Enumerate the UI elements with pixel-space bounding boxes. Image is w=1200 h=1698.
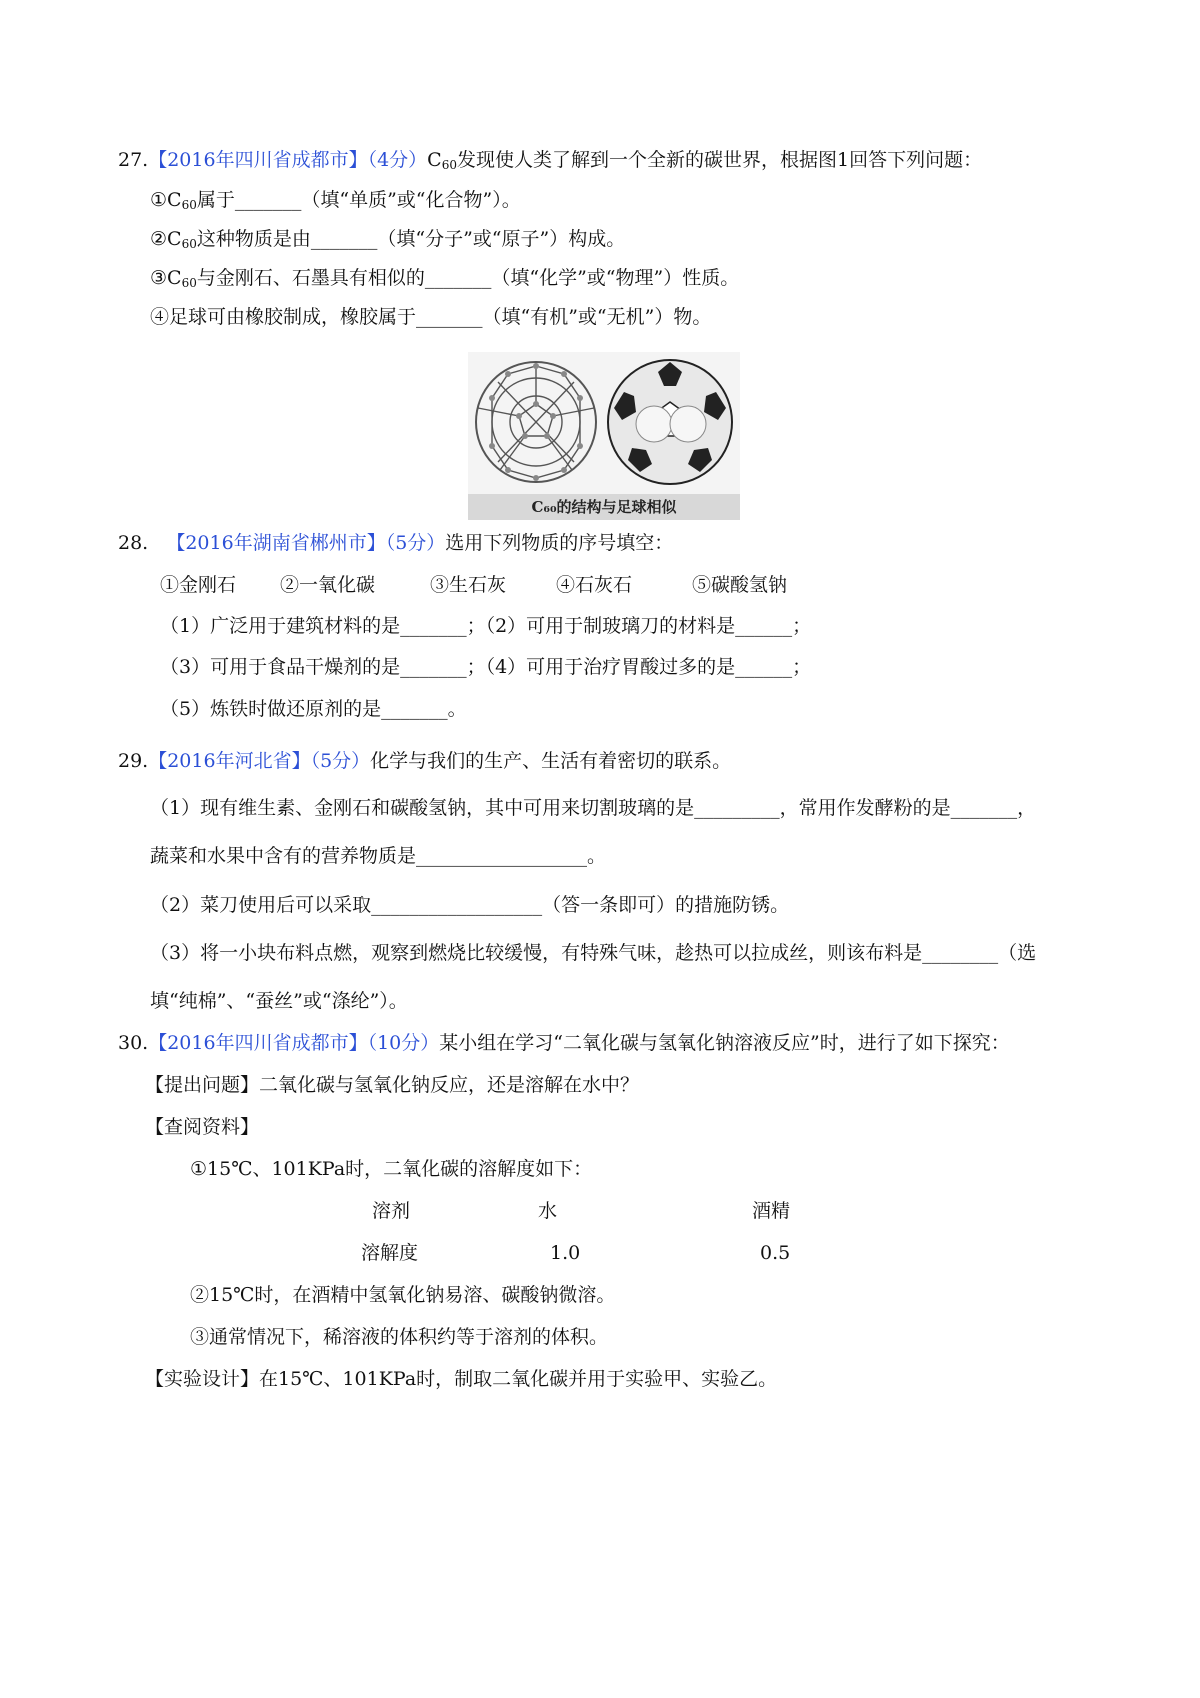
q30-stem: 30.【2016年四川省成都市】（10分）某小组在学习“二氧化碳与氢氧化钠溶液反应”时，进行了如下探究： [118,1032,1010,1054]
c60-molecule-drawing [476,362,596,482]
q28-option-4: ④石灰石 [556,574,633,596]
q27-stem: 27.【2016年四川省成都市】（4分）$C_{60}$发现使人类了解到一个全新的碳世界，根据图1回答下列问题： [118,149,983,172]
table-header-alcohol: 酒精 [752,1200,791,1222]
q27-item-1: $①C_{60}$属于_______（填“单质”或“化合物”）。 [150,189,521,212]
q30-data-3: ③通常情况下，稀溶液的体积约等于溶剂的体积。 [190,1326,609,1348]
q29-number: 29. [118,750,149,772]
q28-line-2: （3）可用于食品干燥剂的是_______；（4）可用于治疗胃酸过多的是______； [160,656,812,678]
q29-line-1: （1）现有维生素、金刚石和碳酸氢钠，其中可用来切割玻璃的是_________，常用作发酵粉的是_______， [150,797,1037,819]
q28-number: 28. [118,532,149,554]
q29-line-5: 填“纯棉”、“蚕丝”或“涤纶”）。 [150,990,408,1012]
q29-source: 【2016年河北省】 [148,750,311,772]
q27-item-4: ④足球可由橡胶制成，橡胶属于_______（填“有机”或“无机”）物。 [150,306,712,328]
q28-options [160,572,787,598]
q27-source: 【2016年四川省成都市】 [148,149,368,171]
q28-score: （5分） [385,532,446,554]
q29-stem: 29.【2016年河北省】（5分）化学与我们的生产、生活有着密切的联系。 [118,750,732,772]
q29-line-2: 蔬菜和水果中含有的营养物质是__________________。 [150,845,607,867]
q29-score: （5分） [310,750,371,772]
q27-item-3: $③C_{60}$与金刚石、石墨具有相似的_______（填“化学”或“物理”）性质。 [150,267,740,290]
q30-number: 30. [118,1032,149,1054]
q28-option-5: ⑤碳酸氢钠 [692,574,788,596]
table-value-alcohol: 0.5 [760,1242,791,1264]
figure-caption: C₆₀的结构与足球相似 [468,494,740,520]
q27-number: 27. [118,149,149,171]
q28-source: 【2016年湖南省郴州市】 [166,532,386,554]
q28-option-1: ①金刚石 [160,574,237,596]
q30-data-2: ②15℃时，在酒精中氢氧化钠易溶、碳酸钠微溶。 [190,1284,616,1306]
q27-score: （4分） [367,149,428,171]
q30-data-1: ①15℃、101KPa时，二氧化碳的溶解度如下： [190,1158,593,1180]
q30-score: （10分） [367,1032,440,1054]
c60-structure-image [468,352,740,494]
football-drawing [608,360,732,484]
table-header-solvent: 溶剂 [372,1200,411,1222]
q30-data-heading: 【查阅资料】 [145,1116,260,1138]
q30-design: 【实验设计】在15℃、101KPa时，制取二氧化碳并用于实验甲、实验乙。 [145,1368,778,1390]
q30-question: 【提出问题】二氧化碳与氢氧化钠反应，还是溶解在水中？ [145,1074,640,1096]
q28-line-1: （1）广泛用于建筑材料的是_______；（2）可用于制玻璃刀的材料是______； [160,615,812,637]
c60-figure [468,352,740,520]
q28-line-3: （5）炼铁时做还原剂的是_______。 [160,698,467,720]
q29-line-4: （3）将一小块布料点燃，观察到燃烧比较缓慢，有特殊气味，趁热可以拉成丝，则该布料是________（选 [150,942,1037,964]
table-header-water: 水 [538,1200,558,1222]
q28-stem: 28. 【2016年湖南省郴州市】（5分）选用下列物质的序号填空： [118,532,674,554]
q28-option-2: ②一氧化碳 [280,574,376,596]
q30-source: 【2016年四川省成都市】 [148,1032,368,1054]
q27-item-2: $②C_{60}$这种物质是由_______（填“分子”或“原子”）构成。 [150,228,626,251]
q29-line-3: （2）菜刀使用后可以采取__________________（答一条即可）的措施防锈。 [150,894,790,916]
q28-option-3: ③生石灰 [430,574,507,596]
table-row-label-solubility: 溶解度 [361,1242,419,1264]
table-value-water: 1.0 [550,1242,581,1264]
